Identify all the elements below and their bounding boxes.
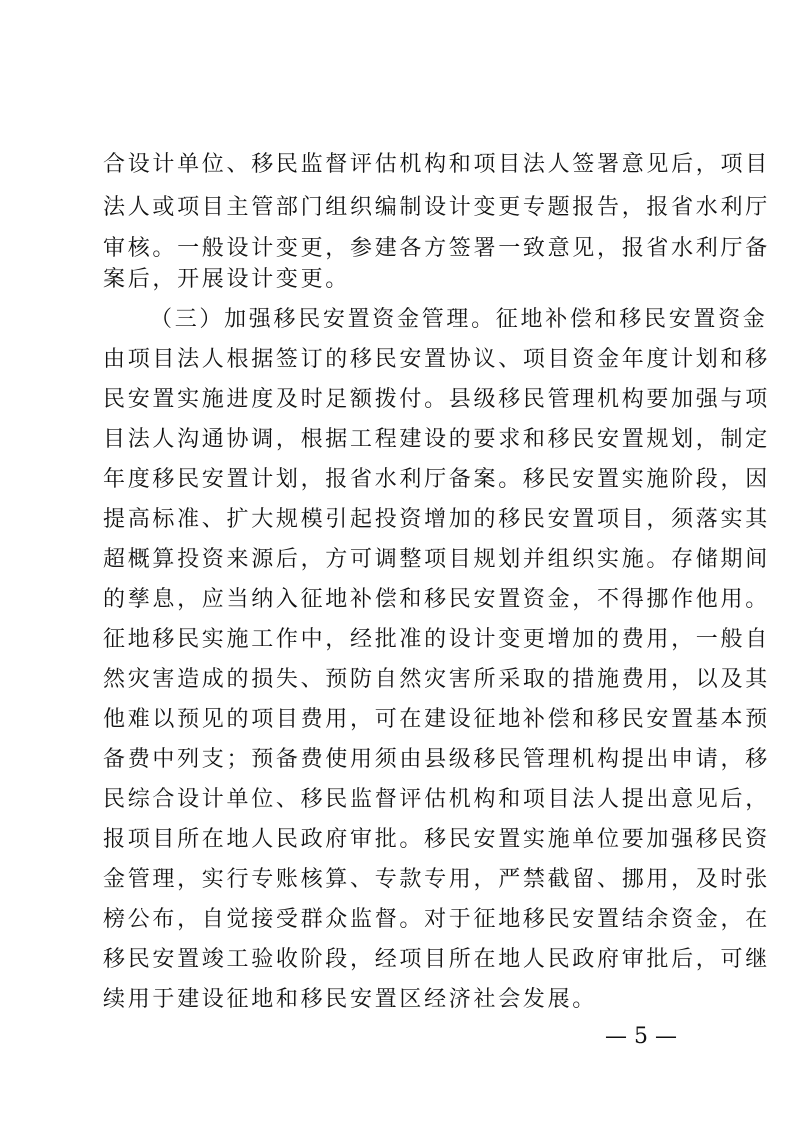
text-line: 案后，开展设计变更。: [103, 267, 351, 292]
text-line: 审核。一般设计变更，参建各方签署一致意见，报省水利厅备: [103, 236, 770, 261]
text-line: 由项目法人根据签订的移民安置协议、项目资金年度计划和移: [103, 347, 770, 372]
text-line: 然灾害造成的损失、预防自然灾害所采取的措施费用，以及其: [103, 667, 770, 692]
text-line: 目法人沟通协调，根据工程建设的要求和移民安置规划，制定: [103, 427, 770, 452]
text-line: 移民安置竣工验收阶段，经项目所在地人民政府审批后，可继: [103, 947, 770, 972]
text-line: 民综合设计单位、移民监督评估机构和项目法人提出意见后，: [103, 787, 770, 812]
text-line: 榜公布，自觉接受群众监督。对于征地移民安置结余资金，在: [103, 907, 770, 932]
text-line: 提高标准、扩大规模引起投资增加的移民安置项目，须落实其: [103, 507, 770, 532]
text-line: 法人或项目主管部门组织编制设计变更专题报告，报省水利厅: [103, 195, 770, 220]
text-line: 年度移民安置计划，报省水利厅备案。移民安置实施阶段，因: [103, 467, 770, 492]
text-line: 金管理，实行专账核算、专款专用，严禁截留、挪用，及时张: [103, 867, 770, 892]
page-number: — 5 —: [605, 1024, 677, 1049]
text-line: 合设计单位、移民监督评估机构和项目法人签署意见后，项目: [103, 152, 770, 177]
text-line: 超概算投资来源后，方可调整项目规划并组织实施。存储期间: [103, 547, 770, 572]
text-line: 的孳息，应当纳入征地补偿和移民安置资金，不得挪作他用。: [103, 587, 770, 612]
text-line: 他难以预见的项目费用，可在建设征地补偿和移民安置基本预: [103, 707, 770, 732]
text-line: 民安置实施进度及时足额拨付。县级移民管理机构要加强与项: [103, 387, 770, 412]
text-line: 报项目所在地人民政府审批。移民安置实施单位要加强移民资: [103, 827, 770, 852]
text-line: 备费中列支；预备费使用须由县级移民管理机构提出申请，移: [103, 747, 770, 772]
text-line: （三）加强移民安置资金管理。征地补偿和移民安置资金: [150, 307, 768, 332]
text-line: 征地移民实施工作中，经批准的设计变更增加的费用，一般自: [103, 627, 770, 652]
text-line: 续用于建设征地和移民安置区经济社会发展。: [103, 987, 598, 1012]
